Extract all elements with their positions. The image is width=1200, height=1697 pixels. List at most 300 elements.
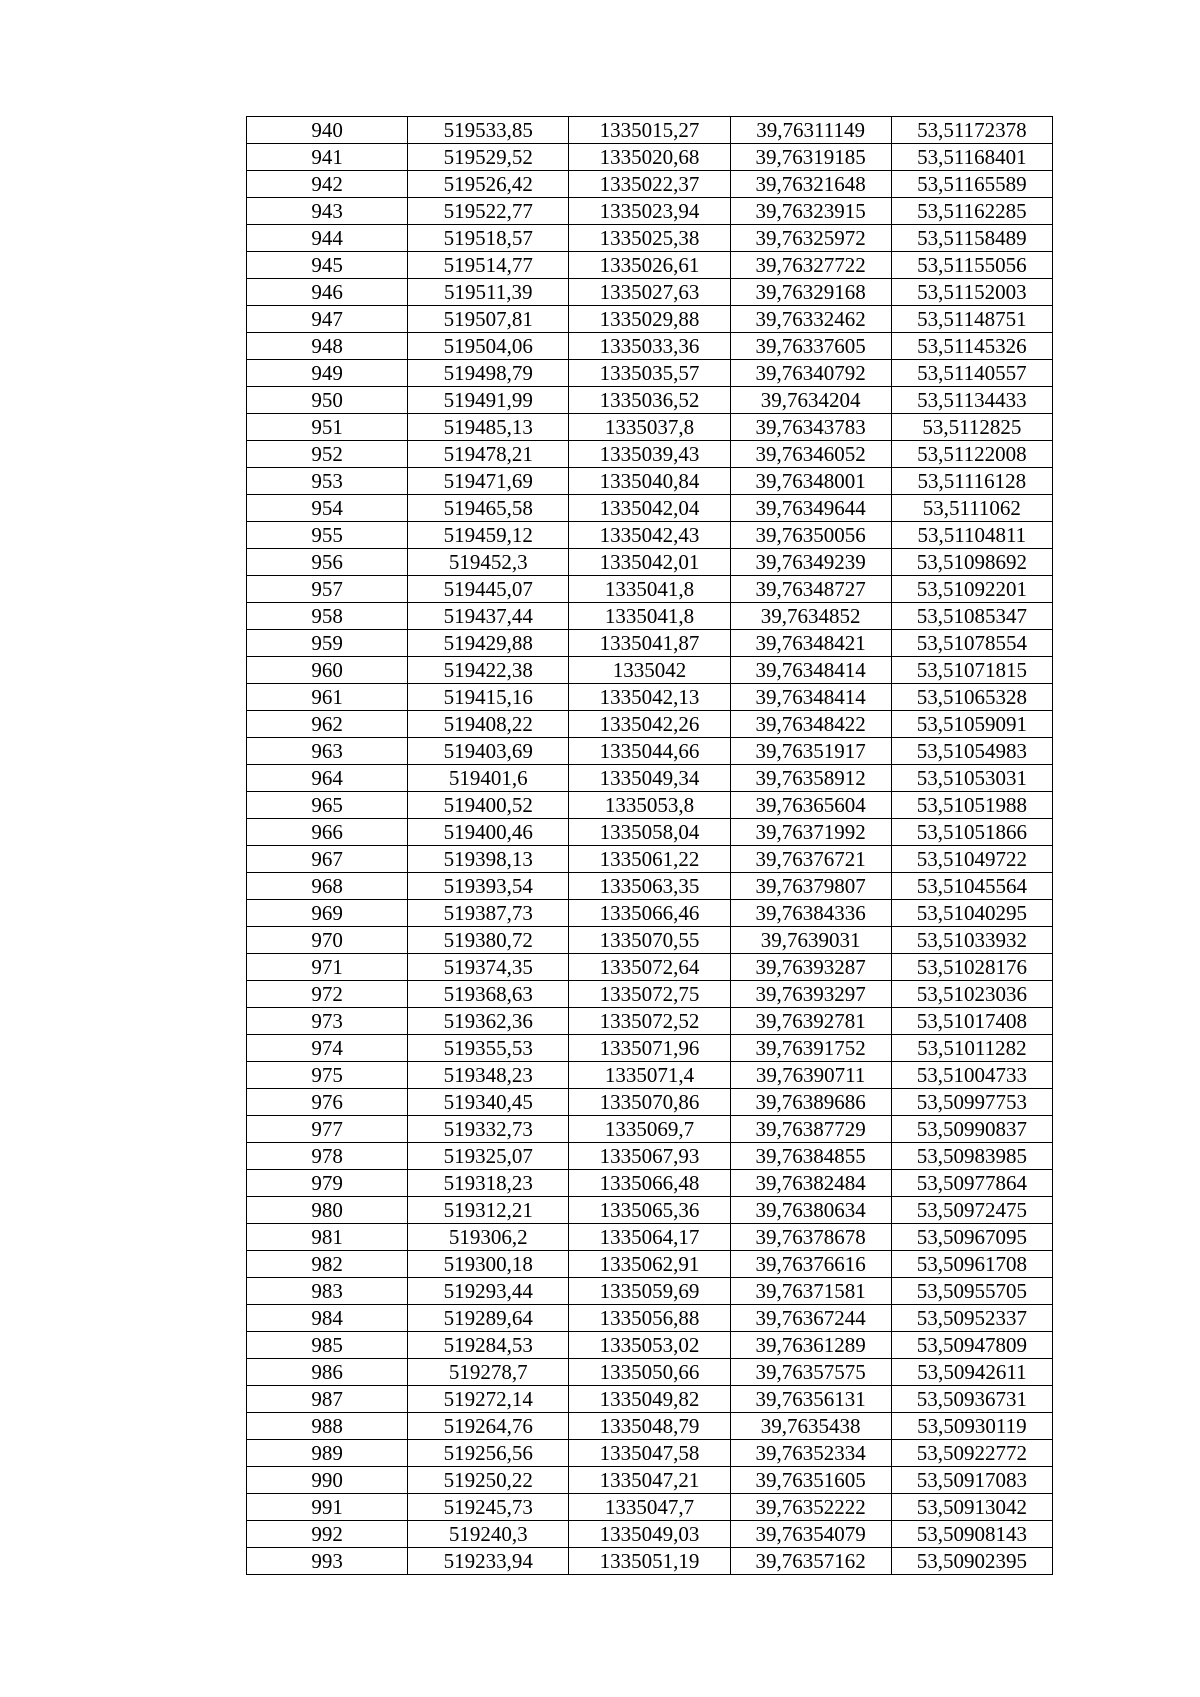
longitude-cell: 39,76365604: [730, 792, 891, 819]
x-coordinate-cell: 519401,6: [408, 765, 569, 792]
x-coordinate-cell: 519533,85: [408, 117, 569, 144]
latitude-cell: 53,51085347: [891, 603, 1052, 630]
x-coordinate-cell: 519526,42: [408, 171, 569, 198]
y-coordinate-cell: 1335056,88: [569, 1305, 730, 1332]
x-coordinate-cell: 519380,72: [408, 927, 569, 954]
longitude-cell: 39,76356131: [730, 1386, 891, 1413]
point-number-cell: 968: [247, 873, 408, 900]
x-coordinate-cell: 519429,88: [408, 630, 569, 657]
point-number-cell: 943: [247, 198, 408, 225]
latitude-cell: 53,51049722: [891, 846, 1052, 873]
x-coordinate-cell: 519459,12: [408, 522, 569, 549]
table-row: [247, 1089, 1053, 1116]
longitude-cell: 39,76378678: [730, 1224, 891, 1251]
table-row: [247, 684, 1053, 711]
x-coordinate-cell: 519498,79: [408, 360, 569, 387]
x-coordinate-cell: 519325,07: [408, 1143, 569, 1170]
latitude-cell: 53,51104811: [891, 522, 1052, 549]
point-number-cell: 956: [247, 549, 408, 576]
x-coordinate-cell: 519300,18: [408, 1251, 569, 1278]
point-number-cell: 989: [247, 1440, 408, 1467]
latitude-cell: 53,51140557: [891, 360, 1052, 387]
latitude-cell: 53,51098692: [891, 549, 1052, 576]
longitude-cell: 39,76323915: [730, 198, 891, 225]
x-coordinate-cell: 519393,54: [408, 873, 569, 900]
x-coordinate-cell: 519437,44: [408, 603, 569, 630]
y-coordinate-cell: 1335069,7: [569, 1116, 730, 1143]
point-number-cell: 962: [247, 711, 408, 738]
latitude-cell: 53,50983985: [891, 1143, 1052, 1170]
x-coordinate-cell: 519422,38: [408, 657, 569, 684]
table-row: [247, 1224, 1053, 1251]
x-coordinate-cell: 519518,57: [408, 225, 569, 252]
table-row: [247, 738, 1053, 765]
x-coordinate-cell: 519529,52: [408, 144, 569, 171]
latitude-cell: 53,51017408: [891, 1008, 1052, 1035]
x-coordinate-cell: 519504,06: [408, 333, 569, 360]
point-number-cell: 941: [247, 144, 408, 171]
latitude-cell: 53,51004733: [891, 1062, 1052, 1089]
point-number-cell: 981: [247, 1224, 408, 1251]
y-coordinate-cell: 1335048,79: [569, 1413, 730, 1440]
latitude-cell: 53,50947809: [891, 1332, 1052, 1359]
table-row: [247, 1278, 1053, 1305]
y-coordinate-cell: 1335049,34: [569, 765, 730, 792]
x-coordinate-cell: 519485,13: [408, 414, 569, 441]
y-coordinate-cell: 1335050,66: [569, 1359, 730, 1386]
longitude-cell: 39,76325972: [730, 225, 891, 252]
x-coordinate-cell: 519387,73: [408, 900, 569, 927]
point-number-cell: 976: [247, 1089, 408, 1116]
x-coordinate-cell: 519400,46: [408, 819, 569, 846]
longitude-cell: 39,76350056: [730, 522, 891, 549]
x-coordinate-cell: 519415,16: [408, 684, 569, 711]
x-coordinate-cell: 519507,81: [408, 306, 569, 333]
x-coordinate-cell: 519245,73: [408, 1494, 569, 1521]
latitude-cell: 53,50902395: [891, 1548, 1052, 1575]
latitude-cell: 53,50917083: [891, 1467, 1052, 1494]
latitude-cell: 53,50952337: [891, 1305, 1052, 1332]
latitude-cell: 53,51162285: [891, 198, 1052, 225]
x-coordinate-cell: 519284,53: [408, 1332, 569, 1359]
x-coordinate-cell: 519478,21: [408, 441, 569, 468]
x-coordinate-cell: 519465,58: [408, 495, 569, 522]
y-coordinate-cell: 1335044,66: [569, 738, 730, 765]
longitude-cell: 39,76352222: [730, 1494, 891, 1521]
longitude-cell: 39,76352334: [730, 1440, 891, 1467]
latitude-cell: 53,50930119: [891, 1413, 1052, 1440]
y-coordinate-cell: 1335065,36: [569, 1197, 730, 1224]
table-row: [247, 900, 1053, 927]
latitude-cell: 53,51040295: [891, 900, 1052, 927]
table-row: [247, 1062, 1053, 1089]
y-coordinate-cell: 1335041,87: [569, 630, 730, 657]
point-number-cell: 972: [247, 981, 408, 1008]
longitude-cell: 39,76337605: [730, 333, 891, 360]
point-number-cell: 950: [247, 387, 408, 414]
x-coordinate-cell: 519491,99: [408, 387, 569, 414]
x-coordinate-cell: 519348,23: [408, 1062, 569, 1089]
x-coordinate-cell: 519408,22: [408, 711, 569, 738]
longitude-cell: 39,76376616: [730, 1251, 891, 1278]
longitude-cell: 39,76384336: [730, 900, 891, 927]
y-coordinate-cell: 1335053,02: [569, 1332, 730, 1359]
point-number-cell: 980: [247, 1197, 408, 1224]
latitude-cell: 53,51134433: [891, 387, 1052, 414]
latitude-cell: 53,51033932: [891, 927, 1052, 954]
latitude-cell: 53,51028176: [891, 954, 1052, 981]
point-number-cell: 946: [247, 279, 408, 306]
y-coordinate-cell: 1335037,8: [569, 414, 730, 441]
longitude-cell: 39,76371581: [730, 1278, 891, 1305]
point-number-cell: 949: [247, 360, 408, 387]
point-number-cell: 963: [247, 738, 408, 765]
latitude-cell: 53,50977864: [891, 1170, 1052, 1197]
y-coordinate-cell: 1335047,7: [569, 1494, 730, 1521]
y-coordinate-cell: 1335070,55: [569, 927, 730, 954]
x-coordinate-cell: 519318,23: [408, 1170, 569, 1197]
y-coordinate-cell: 1335042,01: [569, 549, 730, 576]
table-row: [247, 1521, 1053, 1548]
latitude-cell: 53,5111062: [891, 495, 1052, 522]
point-number-cell: 955: [247, 522, 408, 549]
table-row: [247, 279, 1053, 306]
y-coordinate-cell: 1335071,96: [569, 1035, 730, 1062]
longitude-cell: 39,76384855: [730, 1143, 891, 1170]
latitude-cell: 53,51065328: [891, 684, 1052, 711]
longitude-cell: 39,76332462: [730, 306, 891, 333]
latitude-cell: 53,51045564: [891, 873, 1052, 900]
point-number-cell: 984: [247, 1305, 408, 1332]
longitude-cell: 39,76358912: [730, 765, 891, 792]
latitude-cell: 53,51011282: [891, 1035, 1052, 1062]
y-coordinate-cell: 1335036,52: [569, 387, 730, 414]
y-coordinate-cell: 1335058,04: [569, 819, 730, 846]
table-row: [247, 765, 1053, 792]
latitude-cell: 53,51054983: [891, 738, 1052, 765]
x-coordinate-cell: 519445,07: [408, 576, 569, 603]
table-row: [247, 171, 1053, 198]
longitude-cell: 39,76351917: [730, 738, 891, 765]
table-row: [247, 846, 1053, 873]
longitude-cell: 39,76321648: [730, 171, 891, 198]
y-coordinate-cell: 1335042,26: [569, 711, 730, 738]
y-coordinate-cell: 1335041,8: [569, 603, 730, 630]
latitude-cell: 53,51116128: [891, 468, 1052, 495]
latitude-cell: 53,51023036: [891, 981, 1052, 1008]
latitude-cell: 53,51152003: [891, 279, 1052, 306]
longitude-cell: 39,76348422: [730, 711, 891, 738]
longitude-cell: 39,76393287: [730, 954, 891, 981]
longitude-cell: 39,76393297: [730, 981, 891, 1008]
y-coordinate-cell: 1335072,52: [569, 1008, 730, 1035]
point-number-cell: 940: [247, 117, 408, 144]
latitude-cell: 53,51155056: [891, 252, 1052, 279]
table-row: [247, 360, 1053, 387]
x-coordinate-cell: 519374,35: [408, 954, 569, 981]
point-number-cell: 951: [247, 414, 408, 441]
longitude-cell: 39,76391752: [730, 1035, 891, 1062]
latitude-cell: 53,50908143: [891, 1521, 1052, 1548]
x-coordinate-cell: 519398,13: [408, 846, 569, 873]
x-coordinate-cell: 519400,52: [408, 792, 569, 819]
table-row: [247, 576, 1053, 603]
longitude-cell: 39,76349644: [730, 495, 891, 522]
longitude-cell: 39,76329168: [730, 279, 891, 306]
longitude-cell: 39,76357575: [730, 1359, 891, 1386]
y-coordinate-cell: 1335033,36: [569, 333, 730, 360]
table-row: [247, 657, 1053, 684]
longitude-cell: 39,76371992: [730, 819, 891, 846]
point-number-cell: 986: [247, 1359, 408, 1386]
table-row: [247, 117, 1053, 144]
y-coordinate-cell: 1335051,19: [569, 1548, 730, 1575]
y-coordinate-cell: 1335042,04: [569, 495, 730, 522]
point-number-cell: 958: [247, 603, 408, 630]
table-row: [247, 225, 1053, 252]
table-row: [247, 1197, 1053, 1224]
table-row: [247, 1305, 1053, 1332]
x-coordinate-cell: 519514,77: [408, 252, 569, 279]
point-number-cell: 990: [247, 1467, 408, 1494]
table-row: [247, 522, 1053, 549]
table-row: [247, 144, 1053, 171]
y-coordinate-cell: 1335061,22: [569, 846, 730, 873]
table-row: [247, 630, 1053, 657]
point-number-cell: 961: [247, 684, 408, 711]
longitude-cell: 39,76361289: [730, 1332, 891, 1359]
point-number-cell: 944: [247, 225, 408, 252]
table-row: [247, 1143, 1053, 1170]
point-number-cell: 982: [247, 1251, 408, 1278]
x-coordinate-cell: 519522,77: [408, 198, 569, 225]
table-row: [247, 603, 1053, 630]
x-coordinate-cell: 519511,39: [408, 279, 569, 306]
table-row: [247, 1332, 1053, 1359]
longitude-cell: 39,76348414: [730, 657, 891, 684]
longitude-cell: 39,76343783: [730, 414, 891, 441]
longitude-cell: 39,7634852: [730, 603, 891, 630]
y-coordinate-cell: 1335070,86: [569, 1089, 730, 1116]
table-row: [247, 1413, 1053, 1440]
point-number-cell: 983: [247, 1278, 408, 1305]
latitude-cell: 53,51145326: [891, 333, 1052, 360]
table-row: [247, 927, 1053, 954]
table-row: [247, 1386, 1053, 1413]
y-coordinate-cell: 1335041,8: [569, 576, 730, 603]
table-row: [247, 1116, 1053, 1143]
latitude-cell: 53,51092201: [891, 576, 1052, 603]
y-coordinate-cell: 1335042: [569, 657, 730, 684]
point-number-cell: 975: [247, 1062, 408, 1089]
point-number-cell: 947: [247, 306, 408, 333]
table-row: [247, 1170, 1053, 1197]
latitude-cell: 53,51059091: [891, 711, 1052, 738]
latitude-cell: 53,51051988: [891, 792, 1052, 819]
latitude-cell: 53,50967095: [891, 1224, 1052, 1251]
point-number-cell: 991: [247, 1494, 408, 1521]
latitude-cell: 53,50972475: [891, 1197, 1052, 1224]
latitude-cell: 53,51071815: [891, 657, 1052, 684]
x-coordinate-cell: 519403,69: [408, 738, 569, 765]
longitude-cell: 39,76389686: [730, 1089, 891, 1116]
longitude-cell: 39,76379807: [730, 873, 891, 900]
latitude-cell: 53,51165589: [891, 171, 1052, 198]
point-number-cell: 966: [247, 819, 408, 846]
latitude-cell: 53,51172378: [891, 117, 1052, 144]
point-number-cell: 973: [247, 1008, 408, 1035]
table-row: [247, 711, 1053, 738]
y-coordinate-cell: 1335026,61: [569, 252, 730, 279]
point-number-cell: 985: [247, 1332, 408, 1359]
x-coordinate-cell: 519233,94: [408, 1548, 569, 1575]
y-coordinate-cell: 1335040,84: [569, 468, 730, 495]
y-coordinate-cell: 1335022,37: [569, 171, 730, 198]
table-row: [247, 954, 1053, 981]
x-coordinate-cell: 519250,22: [408, 1467, 569, 1494]
point-number-cell: 988: [247, 1413, 408, 1440]
y-coordinate-cell: 1335062,91: [569, 1251, 730, 1278]
point-number-cell: 952: [247, 441, 408, 468]
coordinates-table: [246, 116, 1053, 1575]
x-coordinate-cell: 519293,44: [408, 1278, 569, 1305]
point-number-cell: 953: [247, 468, 408, 495]
y-coordinate-cell: 1335025,38: [569, 225, 730, 252]
table-row: [247, 792, 1053, 819]
point-number-cell: 971: [247, 954, 408, 981]
longitude-cell: 39,76392781: [730, 1008, 891, 1035]
point-number-cell: 993: [247, 1548, 408, 1575]
table-row: [247, 549, 1053, 576]
table-row: [247, 1467, 1053, 1494]
table-row: [247, 333, 1053, 360]
y-coordinate-cell: 1335023,94: [569, 198, 730, 225]
longitude-cell: 39,76354079: [730, 1521, 891, 1548]
x-coordinate-cell: 519368,63: [408, 981, 569, 1008]
latitude-cell: 53,51122008: [891, 441, 1052, 468]
y-coordinate-cell: 1335035,57: [569, 360, 730, 387]
latitude-cell: 53,50942611: [891, 1359, 1052, 1386]
y-coordinate-cell: 1335072,75: [569, 981, 730, 1008]
y-coordinate-cell: 1335063,35: [569, 873, 730, 900]
longitude-cell: 39,76376721: [730, 846, 891, 873]
latitude-cell: 53,50961708: [891, 1251, 1052, 1278]
latitude-cell: 53,51158489: [891, 225, 1052, 252]
longitude-cell: 39,7639031: [730, 927, 891, 954]
table-row: [247, 1251, 1053, 1278]
y-coordinate-cell: 1335047,21: [569, 1467, 730, 1494]
latitude-cell: 53,50922772: [891, 1440, 1052, 1467]
y-coordinate-cell: 1335042,43: [569, 522, 730, 549]
x-coordinate-cell: 519264,76: [408, 1413, 569, 1440]
table-row: [247, 981, 1053, 1008]
longitude-cell: 39,76311149: [730, 117, 891, 144]
latitude-cell: 53,50913042: [891, 1494, 1052, 1521]
point-number-cell: 942: [247, 171, 408, 198]
latitude-cell: 53,50936731: [891, 1386, 1052, 1413]
y-coordinate-cell: 1335072,64: [569, 954, 730, 981]
latitude-cell: 53,50997753: [891, 1089, 1052, 1116]
x-coordinate-cell: 519256,56: [408, 1440, 569, 1467]
y-coordinate-cell: 1335059,69: [569, 1278, 730, 1305]
y-coordinate-cell: 1335064,17: [569, 1224, 730, 1251]
longitude-cell: 39,76340792: [730, 360, 891, 387]
point-number-cell: 967: [247, 846, 408, 873]
x-coordinate-cell: 519355,53: [408, 1035, 569, 1062]
table-row: [247, 1494, 1053, 1521]
coordinates-table-body: [247, 117, 1053, 1575]
table-row: [247, 819, 1053, 846]
point-number-cell: 969: [247, 900, 408, 927]
point-number-cell: 954: [247, 495, 408, 522]
y-coordinate-cell: 1335027,63: [569, 279, 730, 306]
latitude-cell: 53,51148751: [891, 306, 1052, 333]
longitude-cell: 39,76380634: [730, 1197, 891, 1224]
point-number-cell: 992: [247, 1521, 408, 1548]
point-number-cell: 978: [247, 1143, 408, 1170]
table-row: [247, 1440, 1053, 1467]
point-number-cell: 974: [247, 1035, 408, 1062]
longitude-cell: 39,76348001: [730, 468, 891, 495]
y-coordinate-cell: 1335071,4: [569, 1062, 730, 1089]
point-number-cell: 977: [247, 1116, 408, 1143]
table-row: [247, 873, 1053, 900]
x-coordinate-cell: 519306,2: [408, 1224, 569, 1251]
table-row: [247, 1359, 1053, 1386]
x-coordinate-cell: 519452,3: [408, 549, 569, 576]
y-coordinate-cell: 1335067,93: [569, 1143, 730, 1170]
y-coordinate-cell: 1335047,58: [569, 1440, 730, 1467]
longitude-cell: 39,76390711: [730, 1062, 891, 1089]
latitude-cell: 53,51168401: [891, 144, 1052, 171]
latitude-cell: 53,51051866: [891, 819, 1052, 846]
longitude-cell: 39,76327722: [730, 252, 891, 279]
point-number-cell: 959: [247, 630, 408, 657]
longitude-cell: 39,76367244: [730, 1305, 891, 1332]
table-row: [247, 387, 1053, 414]
table-row: [247, 306, 1053, 333]
y-coordinate-cell: 1335053,8: [569, 792, 730, 819]
x-coordinate-cell: 519312,21: [408, 1197, 569, 1224]
longitude-cell: 39,76349239: [730, 549, 891, 576]
latitude-cell: 53,51078554: [891, 630, 1052, 657]
x-coordinate-cell: 519272,14: [408, 1386, 569, 1413]
table-row: [247, 1035, 1053, 1062]
x-coordinate-cell: 519278,7: [408, 1359, 569, 1386]
y-coordinate-cell: 1335049,03: [569, 1521, 730, 1548]
y-coordinate-cell: 1335066,48: [569, 1170, 730, 1197]
y-coordinate-cell: 1335066,46: [569, 900, 730, 927]
longitude-cell: 39,7634204: [730, 387, 891, 414]
table-row: [247, 468, 1053, 495]
longitude-cell: 39,76387729: [730, 1116, 891, 1143]
point-number-cell: 964: [247, 765, 408, 792]
table-row: [247, 414, 1053, 441]
table-row: [247, 198, 1053, 225]
x-coordinate-cell: 519332,73: [408, 1116, 569, 1143]
longitude-cell: 39,76382484: [730, 1170, 891, 1197]
latitude-cell: 53,50990837: [891, 1116, 1052, 1143]
y-coordinate-cell: 1335042,13: [569, 684, 730, 711]
longitude-cell: 39,76319185: [730, 144, 891, 171]
point-number-cell: 960: [247, 657, 408, 684]
longitude-cell: 39,76357162: [730, 1548, 891, 1575]
point-number-cell: 965: [247, 792, 408, 819]
y-coordinate-cell: 1335029,88: [569, 306, 730, 333]
table-row: [247, 1548, 1053, 1575]
point-number-cell: 957: [247, 576, 408, 603]
longitude-cell: 39,7635438: [730, 1413, 891, 1440]
